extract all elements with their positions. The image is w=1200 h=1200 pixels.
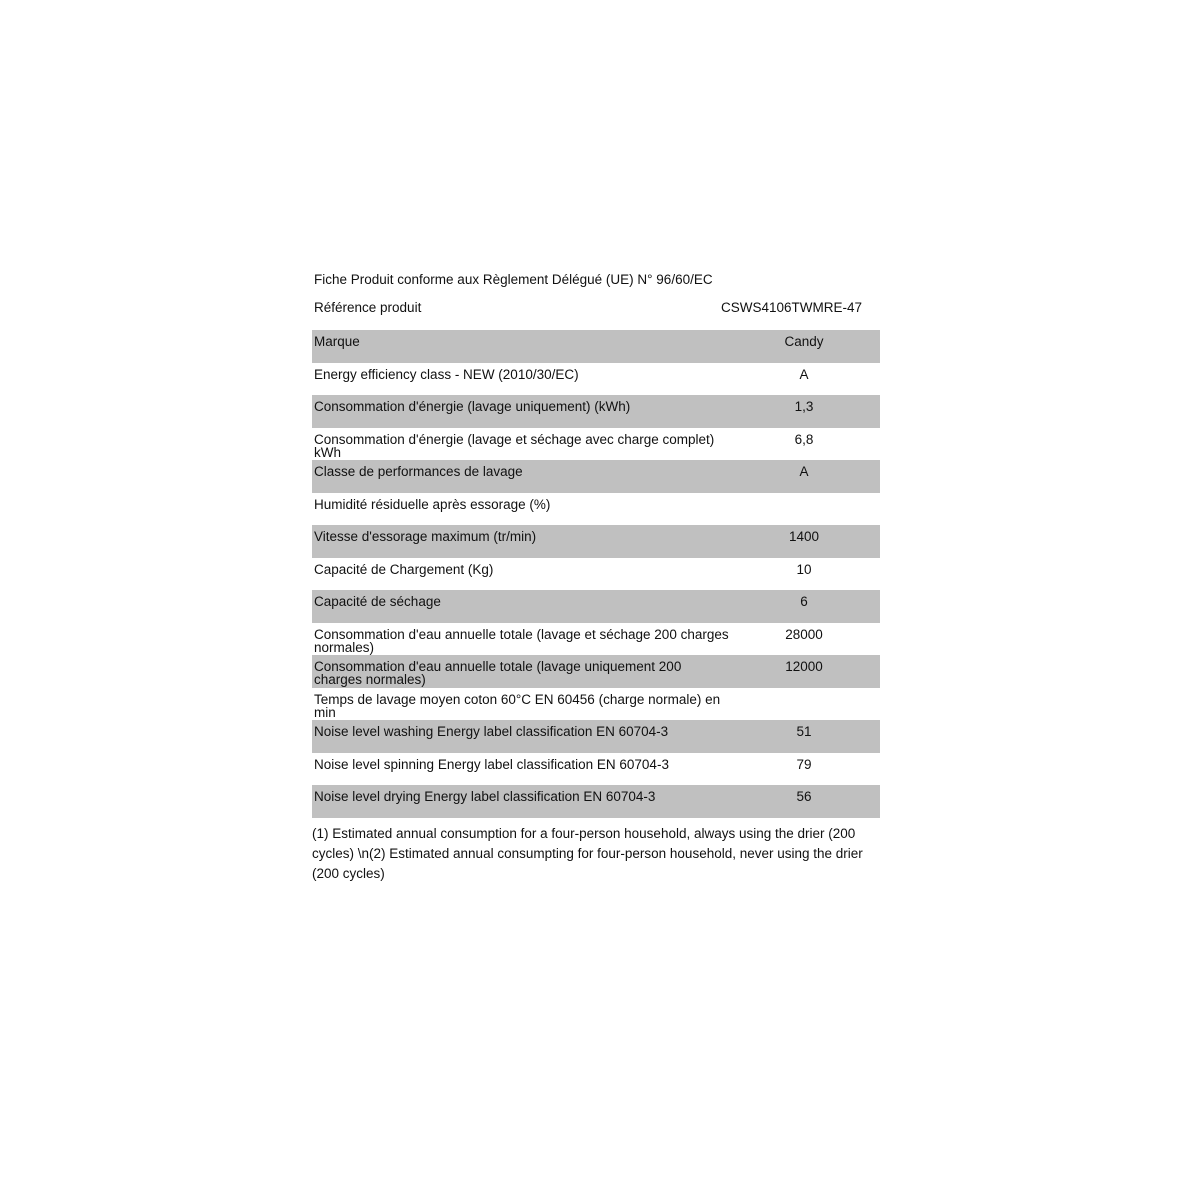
row-label: Vitesse d'essorage maximum (tr/min) (314, 529, 537, 544)
row-value: A (799, 464, 809, 479)
table-row (312, 655, 880, 688)
row-value: 10 (796, 561, 812, 577)
row-value: 56 (796, 789, 812, 804)
row-label: Noise level washing Energy label classification EN 60704-3 (314, 724, 669, 739)
row-value: Candy (784, 334, 824, 349)
footnote: (1) Estimated annual consumption for a four-person household, always using the drier (200 cycles) \n(2) Estimated annual consumpting for four-person household, never using the drier (200 cycles) (312, 825, 863, 881)
table-row (312, 720, 880, 753)
row-label: Capacité de Chargement (Kg) (314, 561, 494, 577)
row-value: 51 (796, 724, 812, 739)
row-value: 1400 (788, 529, 820, 544)
table-row (312, 460, 880, 493)
table-row (312, 753, 880, 786)
row-label: Consommation d'eau annuelle totale (lavage uniquement 200 charges normales) (314, 659, 682, 687)
row-value (732, 493, 880, 526)
row-value: 12000 (785, 659, 823, 674)
row-label: Capacité de séchage (314, 594, 441, 609)
spec-table (312, 330, 880, 818)
table-row (312, 590, 880, 623)
row-label: Consommation d'énergie (lavage et séchage avec charge complet) kWh (314, 431, 715, 460)
row-label: Consommation d'énergie (lavage uniquement) (kWh) (314, 399, 631, 414)
row-label: Energy efficiency class - NEW (2010/30/EC) (314, 366, 579, 382)
table-row (312, 785, 880, 818)
table-row (312, 623, 880, 656)
row-value: 79 (796, 756, 812, 772)
row-value: 28000 (785, 626, 823, 642)
row-label: Temps de lavage moyen coton 60°C EN 60456 (charge normale) en min (314, 691, 721, 720)
row-value: A (799, 366, 809, 382)
row-value: 6,8 (794, 431, 814, 447)
reference-label: Référence produit (314, 300, 422, 315)
product-fiche (312, 266, 880, 884)
row-value: 6 (800, 594, 808, 609)
table-row (312, 558, 880, 591)
row-value: 1,3 (794, 399, 814, 414)
fiche-title: Fiche Produit conforme aux Règlement Délégué (UE) N° 96/60/EC (314, 272, 713, 287)
row-label: Consommation d'eau annuelle totale (lavage et séchage 200 charges normales) (314, 626, 729, 655)
reference-value: CSWS4106TWMRE-47 (720, 300, 862, 315)
row-label: Noise level spinning Energy label classification EN 60704-3 (314, 756, 669, 772)
table-row (312, 395, 880, 428)
table-row (312, 493, 880, 526)
row-value (732, 688, 880, 721)
table-row (312, 330, 880, 363)
table-row (312, 363, 880, 396)
row-label: Noise level drying Energy label classification EN 60704-3 (314, 789, 656, 804)
row-label: Humidité résiduelle après essorage (%) (314, 496, 551, 512)
table-row (312, 525, 880, 558)
row-label: Classe de performances de lavage (314, 464, 523, 479)
table-row (312, 428, 880, 461)
row-label: Marque (314, 334, 360, 349)
reference-line (312, 294, 880, 322)
table-row (312, 688, 880, 721)
